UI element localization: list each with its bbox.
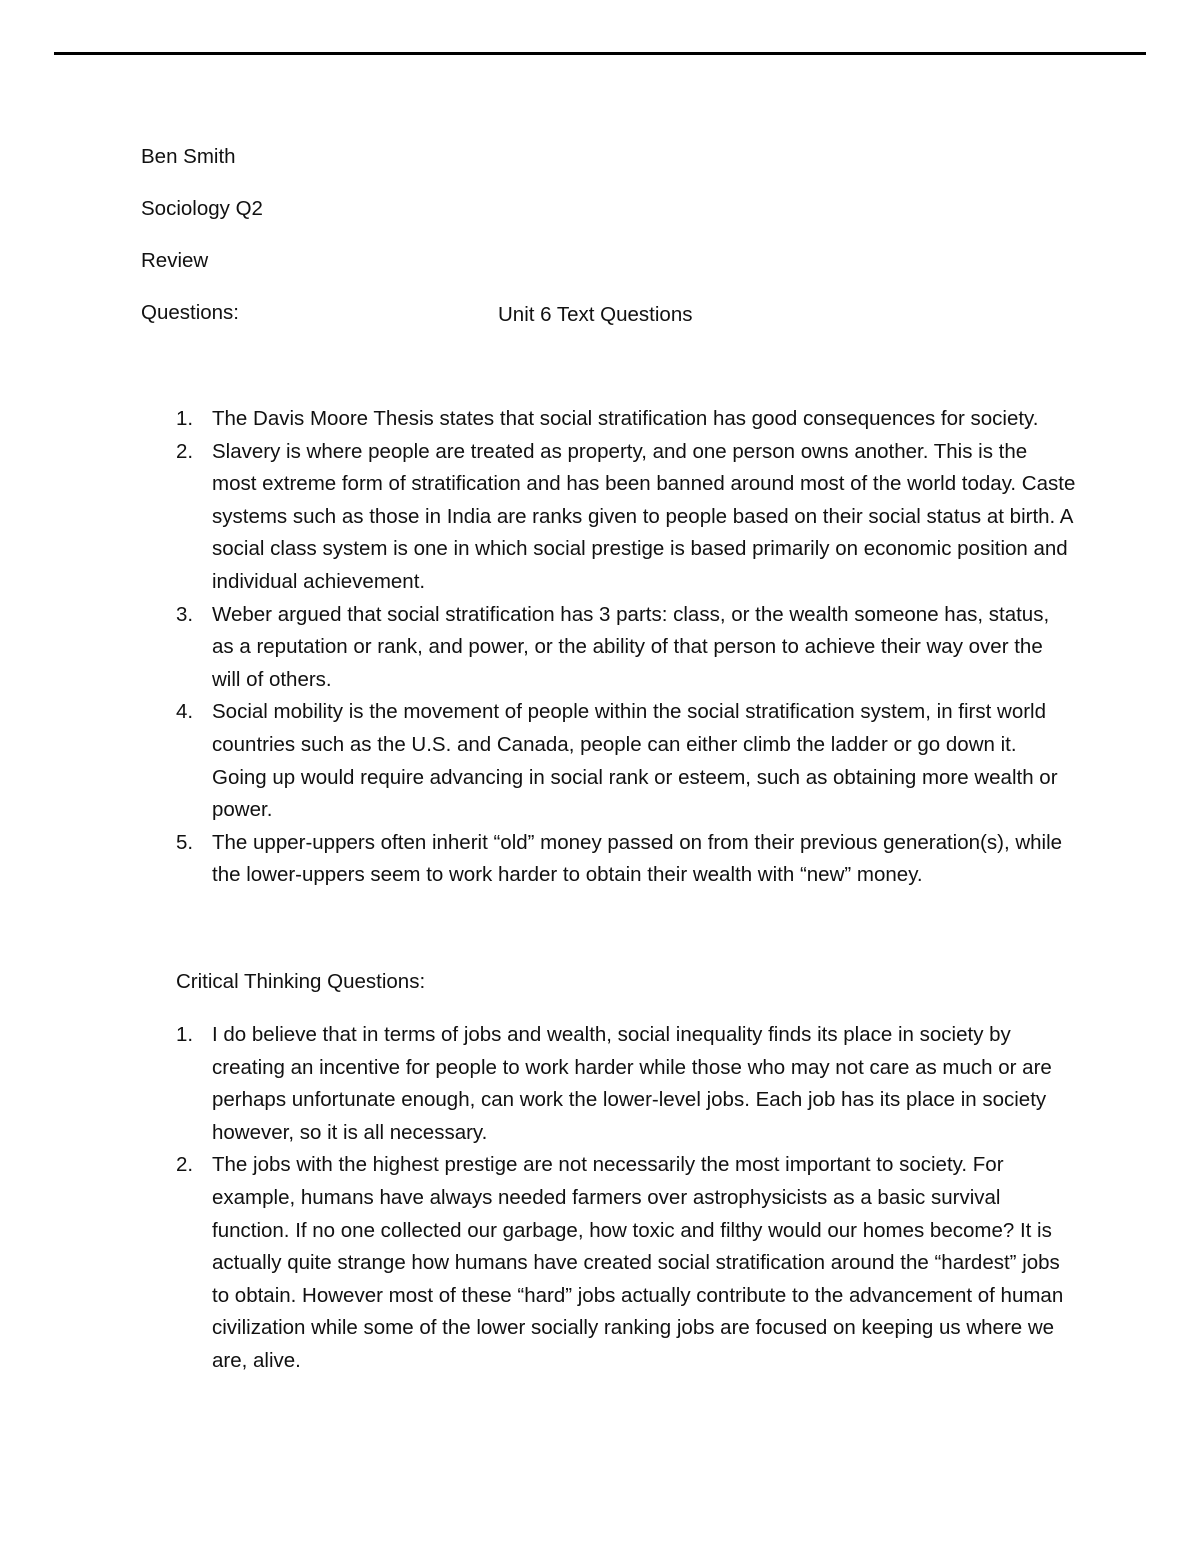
list-item-text: The Davis Moore Thesis states that social stratification has good consequences for society. xyxy=(212,407,1039,430)
text-questions-list xyxy=(176,403,1076,892)
list-item-number: 3. xyxy=(176,602,194,626)
list-item-number: 1. xyxy=(176,407,194,430)
list-item-text: Slavery is where people are treated as property, and one person owns another. This is the most extreme form of stratification and has been banned around most of the world today. Caste systems such as those in India are ranks given to people based on their social status at birth. A social class system is one in which social prestige is based primarily on economic position and individual achievement. xyxy=(212,439,1076,593)
list-item-number: 4. xyxy=(176,700,194,724)
list-item xyxy=(176,1019,1076,1149)
list-item-number: 2. xyxy=(176,1153,194,1177)
list-item xyxy=(176,403,1076,436)
list-item-number: 2. xyxy=(176,439,194,463)
list-item-number: 5. xyxy=(176,830,194,854)
list-item xyxy=(176,599,1076,697)
course-name: Sociology Q2 xyxy=(141,197,263,220)
list-item-text: I do believe that in terms of jobs and wealth, social inequality finds its place in society by creating an incentive for people to work harder while those who may not care as much or are perhaps unfortunate enough, can work the lower-level jobs. Each job has its place in society however, so it is all necessary. xyxy=(212,1023,1052,1144)
list-item xyxy=(176,1149,1076,1377)
list-item-text: Weber argued that social stratification has 3 parts: class, or the wealth someone has, status, as a reputation or rank, and power, or the ability of that person to achieve their way over the will of others. xyxy=(212,602,1050,691)
list-item-number: 1. xyxy=(176,1023,194,1046)
unit-title: Unit 6 Text Questions xyxy=(498,303,693,326)
list-item xyxy=(176,436,1076,599)
list-item xyxy=(176,827,1076,892)
list-item xyxy=(176,696,1076,826)
document-type: Review xyxy=(141,249,209,272)
student-name: Ben Smith xyxy=(141,145,236,168)
critical-thinking-heading: Critical Thinking Questions: xyxy=(176,970,426,993)
questions-label: Questions: xyxy=(141,301,239,324)
critical-questions-list xyxy=(176,1019,1076,1378)
header-rule xyxy=(54,52,1146,55)
list-item-text: The upper-uppers often inherit “old” money passed on from their previous generation(s), while the lower-uppers seem to work harder to obtain their wealth with “new” money. xyxy=(212,830,1063,887)
list-item-text: Social mobility is the movement of people within the social stratification system, in first world countries such as the U.S. and Canada, people can either climb the ladder or go down it. Going up would require advancing in social rank or esteem, such as obtaining more wealth or power. xyxy=(212,700,1058,822)
list-item-text: The jobs with the highest prestige are not necessarily the most important to society. For example, humans have always needed farmers over astrophysicists as a basic survival function. If no one collected our garbage, how toxic and filthy would our homes become? It is actually quite strange how humans have created social stratification around the “hardest” jobs to obtain. However most of these “hard” jobs actually contribute to the advancement of human civilization while some of the lower socially ranking jobs are focused on keeping us where we are, alive. xyxy=(212,1153,1064,1372)
